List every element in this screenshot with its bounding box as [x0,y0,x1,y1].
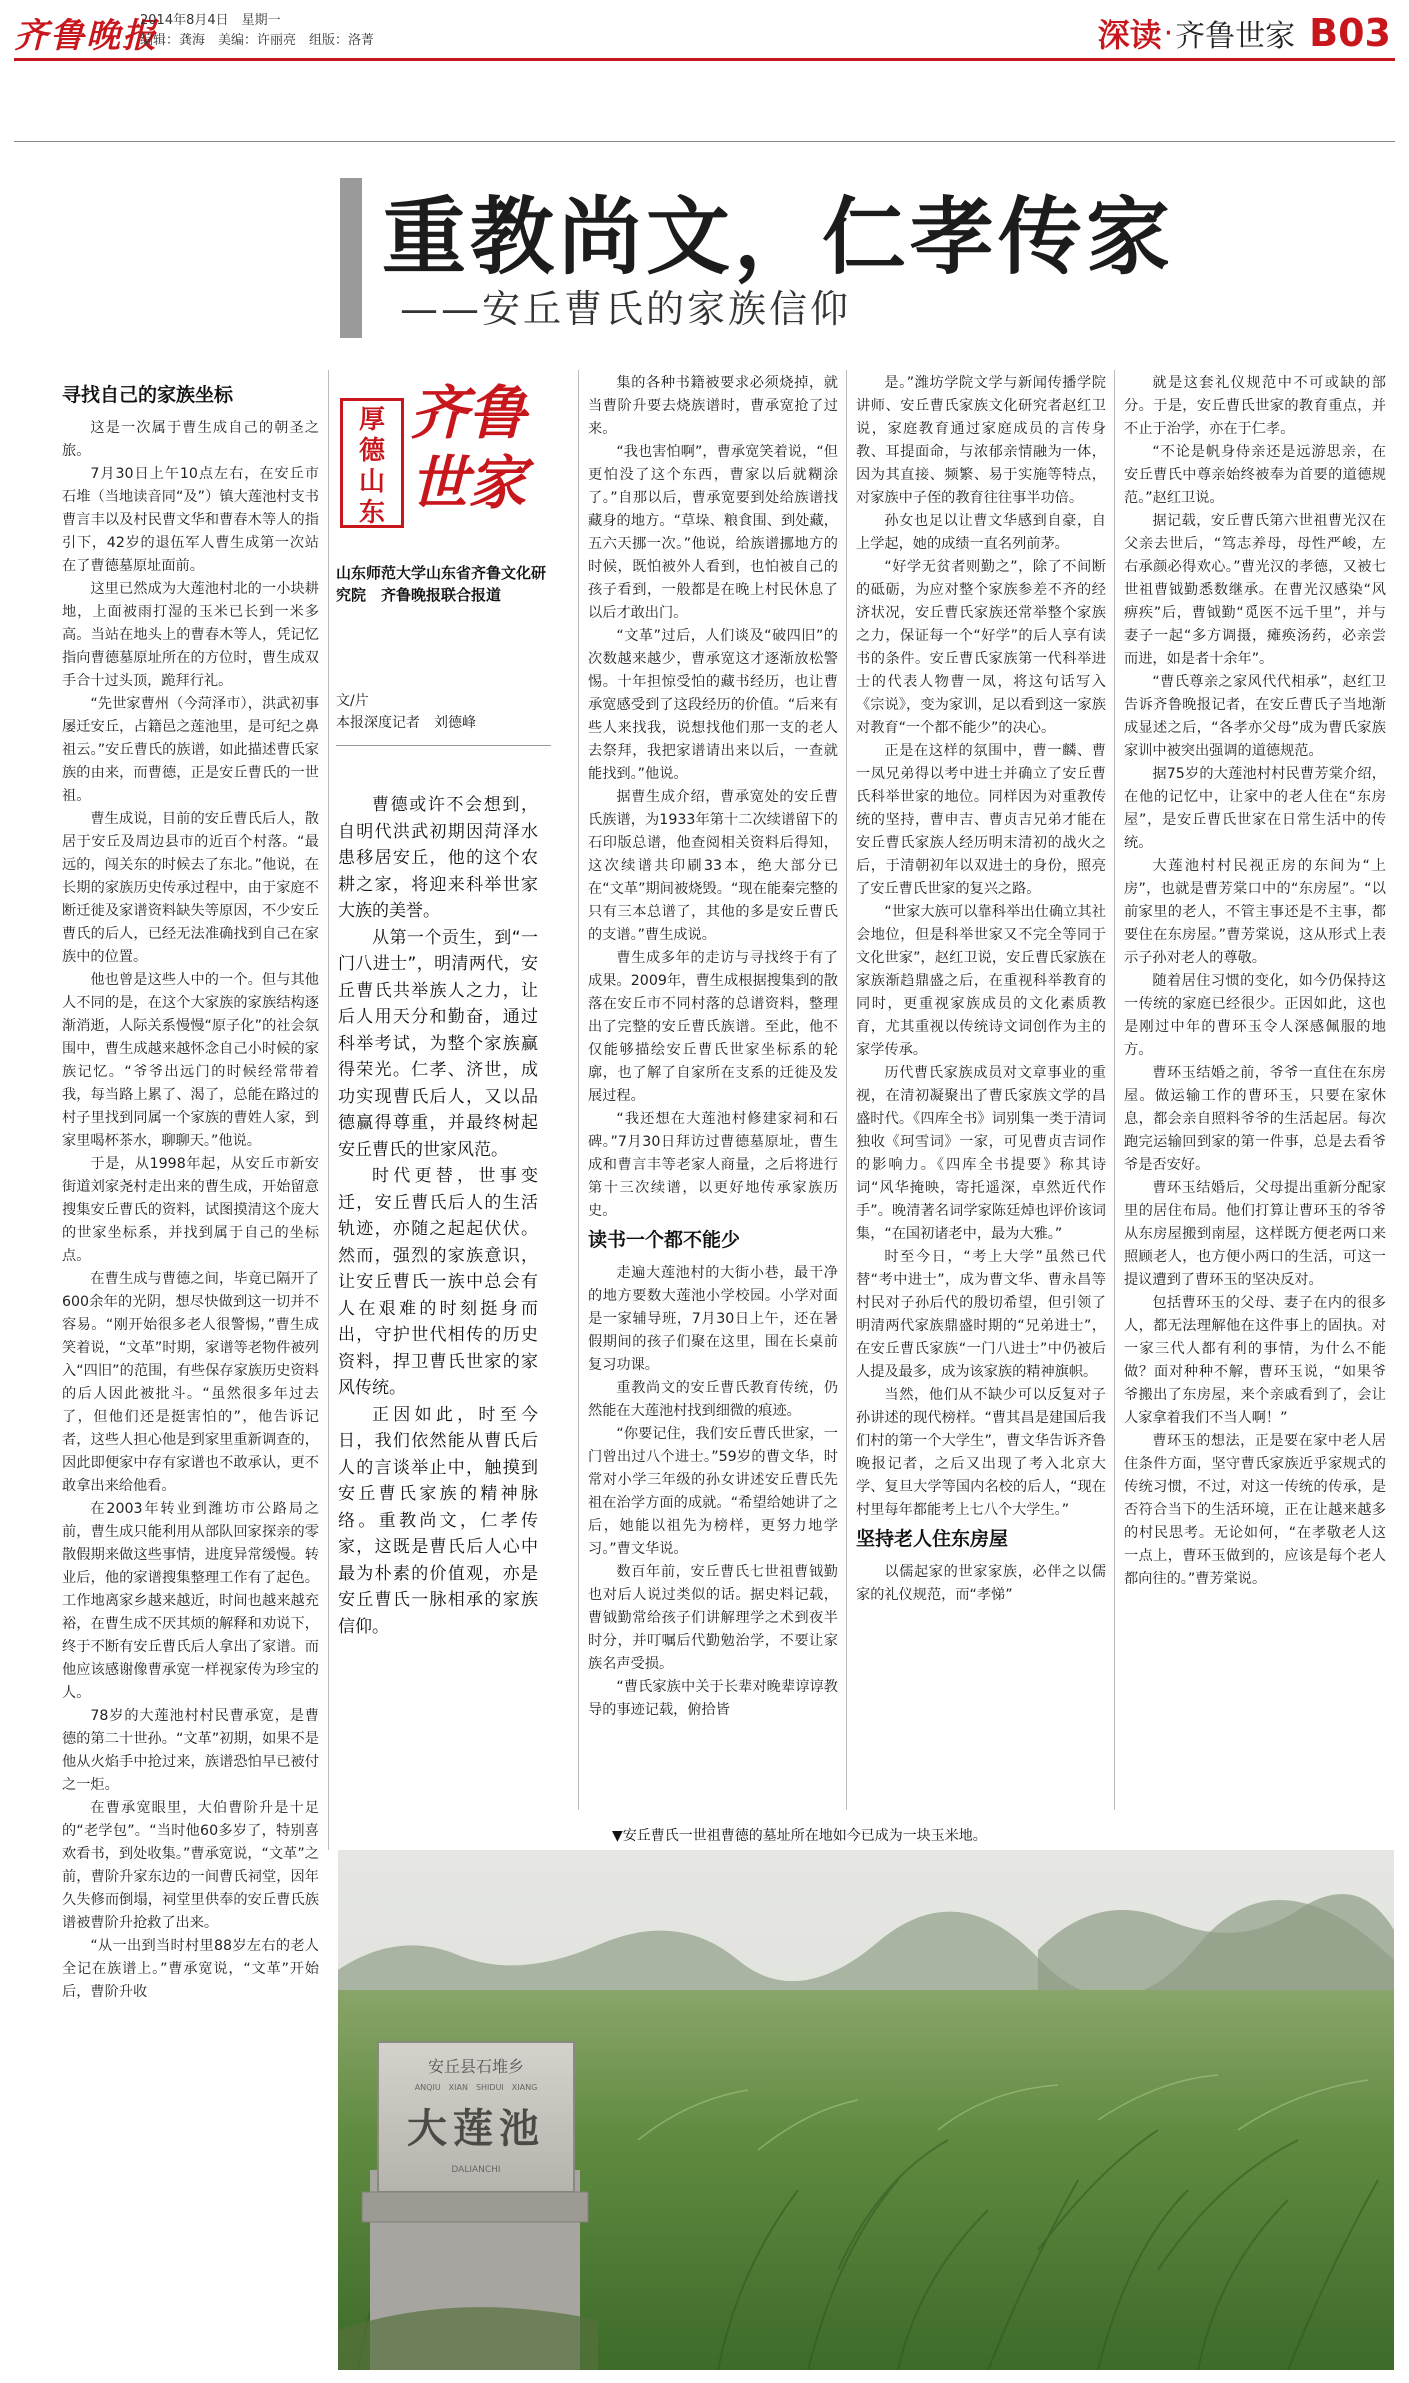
paragraph: “我还想在大莲池村修建家祠和石碑。”7月30日拜访过曹德墓原址，曹生成和曹言丰等老家人商量，之后将进行第十三次续谱，以更好地传承家族历史。 [588,1111,838,1219]
paragraph: 在曹承宽眼里，大伯曹阶升是十足的“老学包”。“当时他60多岁了，特别喜欢看书，到处收集。”曹承宽说，“文革”之前，曹阶升家东边的一间曹氏祠堂，因年久失修而倒塌，祠堂里供奉的安丘曹氏族谱被曹阶升抢救了出来。 [62,1800,319,1931]
cornfield-photo [338,1850,1394,2370]
seal-char: 德 [358,436,385,466]
paragraph: 这里已然成为大莲池村北的一小块耕地，上面被雨打湿的玉米已长到一米多高。当站在地头上的曹春木等人，凭记忆指向曹德墓原址所在的方位时，曹生成双手合十过头顶，跪拜行礼。 [62,581,319,689]
paragraph: 曹生成说，目前的安丘曹氏后人，散居于安丘及周边县市的近百个村落。“最远的，闯关东的时候去了东北。”他说，在长期的家族历史传承过程中，由于家庭不断迁徙及家谱资料缺失等原因，不少安丘曹氏的后人，已经无法准确找到自己在家族中的位置。 [62,811,319,965]
lead-paragraph: 正因如此，时至今日，我们依然能从曹氏后人的言谈举止中，触摸到安丘曹氏家族的精神脉络。重教尚文，仁孝传家，这既是曹氏后人心中最为朴素的价值观，亦是安丘曹氏一脉相承的家族信仰。 [338,1404,538,1637]
paragraph: “好学无贫者则勤之”，除了不间断的砥砺，为应对整个家族参差不齐的经济状况，安丘曹氏家族还常举整个家族之力，保证每一个“好学”的后人享有读书的条件。安丘曹氏家族第一代科举进士的代表人物曹一凤，将这句话写入《宗说》，变为家训，足以看到这一家族对教育“一个都不能少”的决心。 [856,559,1106,736]
seal-char-pair: 世家 [410,449,527,517]
paragraph: 当然，他们从不缺少可以反复对子孙讲述的现代榜样。“曹其昌是建国后我们村的第一个大学生”，曹文华告诉齐鲁晚报记者，之后又出现了考入北京大学、复旦大学等国内名校的后人，“现在村里每年都能考上七八个大学生。” [856,1387,1106,1518]
section-heading: 坚持老人住东房屋 [856,1528,1009,1550]
paragraph: 包括曹环玉的父母、妻子在内的很多人，都无法理解他在这件事上的固执。对一家三代人都有利的事情，为什么不能做？面对种种不解，曹环玉说，“如果爷爷搬出了东房屋，来个亲戚看到了，会让人家拿着我们不当人啊！” [1124,1295,1386,1426]
lead-paragraph: 从第一个贡生，到“一门八进士”，明清两代，安丘曹氏共举族人之力，让后人用天分和勤奋，通过科举考试，为整个家族赢得荣光。仁孝、济世，成功实现曹氏后人，又以品德赢得尊重，并最终树起安丘曹氏的世家风范。 [338,927,538,1160]
byline [336,690,551,734]
paragraph: 曹环玉结婚后，父母提出重新分配家里的居住布局。他们打算让曹环玉的爷爷从东房屋搬到南屋，这样既方便老两口来照顾老人，也方便小两口的生活，可这一提议遭到了曹环玉的坚决反对。 [1124,1180,1386,1288]
header-rule [14,58,1395,61]
section-dot: · [1163,15,1174,51]
stone-top-text: 安丘县石堆乡 [427,2057,525,2076]
paragraph: 据75岁的大莲池村村民曹芳棠介绍，在他的记忆中，让家中的老人住在“东房屋”，是安丘曹氏世家在日常生活中的传统。 [1124,766,1386,851]
title-accent-bar [340,178,362,338]
lead-paragraph: 时代更替，世事变迁，安丘曹氏后人的生活轨迹，亦随之起起伏伏。然而，强烈的家族意识，让安丘曹氏一族中总会有人在艰难的时刻挺身而出，守护世代相传的历史资料，捍卫曹氏世家的家风传统。 [338,1166,538,1398]
collaboration-credit: 山东师范大学山东省齐鲁文化研究院 齐鲁晚报联合报道 [336,564,547,604]
page-number: B03 [1309,11,1391,55]
seal-char: 山 [358,467,385,497]
column-seal [340,378,540,548]
paragraph: 正是在这样的氛围中，曹一麟、曹一凤兄弟得以考中进士并确立了安丘曹氏科举世家的地位。同样因为对重教传统的坚持，曹申吉、曹贞吉兄弟才能在安丘曹氏家族人经历明末清初的战火之后，于清朝初年以双进士的身份，照亮了安丘曹氏世家的复兴之路。 [856,743,1106,897]
paragraph: 7月30日上午10点左右，在安丘市石堆（当地读音同“及”）镇大莲池村支书曹言丰以及村民曹文华和曹春木等人的指引下，42岁的退伍军人曹生成第一次站在了曹德墓原址面前。 [62,466,319,574]
byline-author: 本报深度记者 刘德峰 [336,715,476,731]
paragraph: “从一出到当时村里88岁左右的老人全记在族谱上。”曹承宽说，“文革”开始后，曹阶升收 [62,1938,319,2000]
paragraph: 重教尚文的安丘曹氏教育传统，仍然能在大莲池村找到细微的痕迹。 [588,1380,838,1419]
paragraph: 曹生成多年的走访与寻找终于有了成果。2009年，曹生成根据搜集到的散落在安丘市不同村落的总谱资料，整理出了完整的安丘曹氏族谱。至此，他不仅能够描绘安丘曹氏世家坐标系的轮廓，也了解了自家所在支系的迁徙及发展过程。 [588,950,838,1104]
paragraph: 就是这套礼仪规范中不可或缺的部分。于是，安丘曹氏世家的教育重点，并不止于治学，亦在于仁孝。 [1124,375,1386,437]
paragraph: “我也害怕啊”，曹承宽笑着说，“但更怕没了这个东西，曹家以后就糊涂了。”自那以后，曹承宽要到处给族谱找藏身的地方。“草垛、粮食围、到处藏，五六天挪一次。”他说，给族谱挪地方的时候，既怕被外人看到，也怕被自己的孩子看到，一般都是在晚上村民休息了以后才敢出门。 [588,444,838,621]
seal-char: 厚 [358,405,385,435]
subsection-name: 齐鲁世家 [1175,19,1296,54]
section-heading: 寻找自己的家族坐标 [62,384,234,406]
paragraph: 在2003年转业到潍坊市公路局之前，曹生成只能利用从部队回家探亲的零散假期来做这些事情，进度异常缓慢。转业后，他的家谱搜集整理工作有了起色。工作地离家乡越来越近，时间也越来越充裕，在曹生成不厌其烦的解释和劝说下，终于不断有安丘曹氏后人拿出了家谱。而他应该感谢像曹承宽一样视家传为珍宝的人。 [62,1501,319,1701]
paragraph: “世家大族可以靠科举出仕确立其社会地位，但是科举世家又不完全等同于文化世家”，赵红卫说，安丘曹氏家族在家族渐趋鼎盛之后，在重视科举教育的同时，更重视家族成员的文化素质教育，尤其重视以传统诗文词创作为主的家学传承。 [856,904,1106,1058]
paragraph: “不论是帆身侍亲还是远游思亲，在安丘曹氏中尊亲始终被奉为首要的道德规范。”赵红卫说。 [1124,444,1386,506]
article-title: 重教尚文，仁孝传家 [382,187,1175,286]
byline-type: 文/片 [336,693,369,709]
stone-main-text: 大莲池 [407,2105,545,2152]
issue-date: 2014年8月4日 星期一 [140,13,281,28]
article-subtitle: ——安丘曹氏的家族信仰 [400,287,852,331]
paragraph: 时至今日，“考上大学”虽然已代替“考中进士”，成为曹文华、曹永昌等村民对子孙后代的殷切希望，但引领了明清两代家族鼎盛时期的“兄弟进士”，在安丘曹氏家族“一门八进士”中仍被后人提及最多，成为该家族的精神旗帜。 [856,1249,1106,1380]
paragraph: 集的各种书籍被要求必须烧掉，就当曹阶升要去烧族谱时，曹承宽抢了过来。 [588,375,838,437]
paragraph: 以儒起家的世家家族，必伴之以儒家的礼仪规范，而“孝悌” [856,1564,1106,1603]
seal-char: 东 [358,498,385,528]
editors-line: 编辑：龚海 美编：许丽亮 组版：洛菁 [140,33,375,48]
paragraph: 曹环玉的想法，正是要在家中老人居住条件方面，坚守曹氏家族近乎家规式的传统习惯，不过，对这一传统的传承，是否符合当下的生活环境，正在让越来越多的村民思考。无论如何，“在孝敬老人这一点上，曹环玉做到的，应该是每个老人都向往的。”曹芳棠说。 [1124,1433,1386,1587]
section-heading: 读书一个都不能少 [588,1229,741,1251]
paragraph: 随着居住习惯的变化，如今仍保持这一传统的家庭已经很少。正因如此，这也是刚过中年的曹环玉令人深感佩服的地方。 [1124,973,1386,1058]
section-name: 深读 [1097,16,1162,54]
paragraph: 大莲池村村民视正房的东间为“上房”，也就是曹芳棠口中的“东房屋”。“以前家里的老人，不管主事还是不主事，都要住在东房屋。”曹芳棠说，这从形式上表示子孙对老人的尊敬。 [1124,858,1386,966]
column-3 [588,372,838,1812]
seal-stamp-right [410,378,540,538]
paragraph: “先世家曹州（今菏泽市），洪武初事屡迁安丘，占籍邑之莲池里，是可纪之鼻祖云。”安丘曹氏的族谱，如此描述曹氏家族的由来，而曹德，正是安丘曹氏的一世祖。 [62,696,319,804]
photo-caption: ▼安丘曹氏一世祖曹德的墓址所在地如今已成为一块玉米地。 [612,1828,987,1844]
column-divider [1114,370,1115,1810]
paragraph: “你要记住，我们安丘曹氏世家，一门曾出过八个进士。”59岁的曹文华，时常对小学三年级的孙女讲述安丘曹氏先祖在治学方面的成就。“希望给她讲了之后，她能以祖先为榜样，更努力地学习。”曹文华说。 [588,1426,838,1557]
stone-pinyin: ANQIU XIAN SHIDUI XIANG [414,2083,538,2092]
paragraph: “曹氏家族中关于长辈对晚辈谆谆教导的事迹记载，俯拾皆 [588,1679,838,1718]
paragraph: “文革”过后，人们谈及“破四旧”的次数越来越少，曹承宽这才逐渐放松警惕。十年担惊受怕的藏书经历，也让曹承宽感受到了这段经历的价值。“后来有些人来找我，说想找他们那一支的老人去祭拜，我把家谱请出来以后，一查就能找到。”他说。 [588,628,838,782]
paragraph: 曹环玉结婚之前，爷爷一直住在东房屋。做运输工作的曹环玉，只要在家休息，都会亲自照料爷爷的生活起居。每次跑完运输回到家的第一件事，总是去看爷爷是否安好。 [1124,1065,1386,1173]
paragraph: “曹氏尊亲之家风代代相承”，赵红卫告诉齐鲁晚报记者，在安丘曹氏子当地渐成显述之后，“各孝亦父母”成为曹氏家族家训中被突出强调的道德规范。 [1124,674,1386,759]
paragraph: 孙女也足以让曹文华感到自豪，自上学起，她的成绩一直名列前茅。 [856,513,1106,552]
header-rule-thin [14,141,1395,142]
paragraph: 这是一次属于曹生成自己的朝圣之旅。 [62,420,319,459]
paragraph: 据记载，安丘曹氏第六世祖曹光汉在父亲去世后，“笃志养母，母性严峻，左右承颜必得欢心。”曹光汉的孝德，又被七世祖曹钺勤悉数继承。在曹光汉感染“风痹疾”后，曹钺勤“觅医不远千里”，并与妻子一起“多方调摄，瘫痪汤药，必亲尝而进，如是者十余年”。 [1124,513,1386,667]
paragraph: 在曹生成与曹德之间，毕竟已隔开了600余年的光阴，想尽快做到这一切并不容易。“刚开始很多老人很警惕，”曹生成笑着说，“文革”时期，家谱等老物件被列入“四旧”的范围，有些保存家族历史资料的后人因此被批斗。“虽然很多年过去了，但他们还是挺害怕的”，他告诉记者，这些人担心他是到家里重新调查的，因此即便家中存有家谱也不敢承认，更不敢拿出来给他看。 [62,1271,319,1494]
lead-paragraph: 曹德或许不会想到，自明代洪武初期因菏泽水患移居安丘，他的这个农耕之家，将迎来科举世家大族的美誉。 [338,795,538,921]
newspaper-logo: 齐鲁晚报 [14,16,158,56]
column-5 [1124,372,1386,1812]
column-1 [62,378,319,2138]
section-header [1098,10,1391,56]
paragraph: 于是，从1998年起，从安丘市新安街道刘家尧村走出来的曹生成，开始留意搜集安丘曹氏的资料，试图摸清这个庞大的世家坐标系，并找到属于自己的坐标点。 [62,1156,319,1264]
paragraph: 是。”潍坊学院文学与新闻传播学院讲师、安丘曹氏家族文化研究者赵红卫说，家庭教育通过家庭成员的言传身教、耳提面命，与浓郁亲情融为一体，因为其直接、频繁、易于实施等特点，对家族中子侄的教育往往事半功倍。 [856,375,1106,506]
lead-text [338,792,538,1640]
paragraph: 据曹生成介绍，曹承宽处的安丘曹氏族谱，为1933年第十二次续谱留下的石印版总谱，他查阅相关资料后得知，这次续谱共印刷33本，绝大部分已在“文革”期间被烧毁。“现在能秦完整的只有三本总谱了，其他的多是安丘曹氏的支谱。”曹生成说。 [588,789,838,943]
paragraph: 他也曾是这些人中的一个。但与其他人不同的是，在这个大家族的家族结构逐渐消逝，人际关系慢慢“原子化”的社会氛围中，曹生成越来越怀念自己小时候的家族记忆。“爷爷出远门的时候经常带着我，每当路上累了、渴了，总能在路过的村子里找到同属一个家族的曹姓人家，到家里喝杯茶水，聊聊天。”他说。 [62,972,319,1149]
paragraph: 数百年前，安丘曹氏七世祖曹钺勤也对后人说过类似的话。据史料记载，曹钺勤常给孩子们讲解理学之术到夜半时分，并叮嘱后代勤勉治学，不要让家族名声受损。 [588,1564,838,1672]
stone-bottom-text: DALIANCHI [451,2165,501,2175]
paragraph: 78岁的大莲池村村民曹承宽，是曹德的第二十世孙。“文革”初期，如果不是他从火焰手中抢过来，族谱恐怕早已被付之一炬。 [62,1708,319,1793]
seal-stamp-left [340,398,404,528]
paragraph: 历代曹氏家族成员对文章事业的重视，在清初凝聚出了曹氏家族文学的昌盛时代。《四库全书》词别集一类于清词独收《珂雪词》一家，可见曹贞吉词作的影响力。《四库全书提要》称其诗词“风华掩映，寄托遥深，卓然近代作手”。晚清著名词学家陈廷焯也评价该词集，“在国初诸老中，最为大雅。” [856,1065,1106,1242]
column-divider [578,370,579,1810]
byline-rule [336,745,551,746]
seal-char-pair: 齐鲁 [410,379,527,447]
paragraph: 走遍大莲池村的大街小巷，最干净的地方要数大莲池小学校园。小学对面是一家辅导班，7月30日上午，还在暑假期间的孩子们聚在这里，围在长桌前复习功课。 [588,1265,838,1373]
cornfield-illustration [338,1850,1394,2370]
column-4 [856,372,1106,1812]
column-divider [328,370,329,1850]
column-divider [846,370,847,1810]
